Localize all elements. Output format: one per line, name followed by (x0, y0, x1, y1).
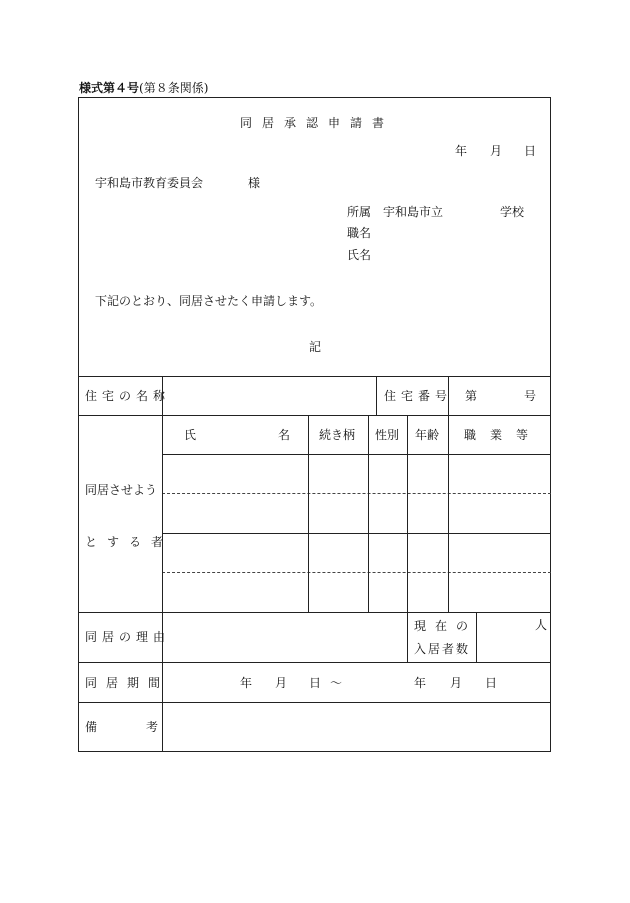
name-label: 氏名 (347, 248, 372, 262)
house-number-suffix: 号 (524, 389, 537, 403)
rule-cohabitant-bottom (78, 612, 551, 613)
rule-residents-start (407, 612, 408, 662)
rule-reason-bottom (78, 662, 551, 663)
rule-row-mid (162, 533, 551, 534)
period-start-day: 日 (309, 676, 322, 690)
date-month: 月 (490, 144, 503, 158)
residents-label-2: 入居者数 (414, 642, 471, 656)
residents-unit: 人 (535, 618, 548, 632)
rule-col-occupation (448, 415, 449, 612)
rule-header-bottom (78, 376, 551, 377)
rule-label-column (162, 376, 163, 752)
col-age: 年齢 (415, 428, 440, 442)
form-number-rest: (第８条関係) (139, 81, 209, 95)
house-number-label: 住宅番号 (384, 389, 453, 403)
form-number-bold: 様式第４号 (79, 81, 140, 95)
remarks-label-2: 考 (146, 720, 159, 734)
form-number (79, 82, 208, 94)
period-end-day: 日 (485, 676, 498, 690)
rule-col-sex (368, 415, 369, 612)
position-label: 職名 (347, 226, 372, 240)
col-relation: 続き柄 (319, 428, 356, 442)
col-name-1: 氏 (184, 428, 197, 442)
affiliation-label: 所属 (347, 205, 372, 219)
statement: 下記のとおり、同居させたく申請します。 (95, 294, 323, 308)
reason-label: 同居の理由 (85, 630, 171, 644)
period-end-year: 年 (414, 676, 427, 690)
rule-column-header-bottom (162, 454, 551, 455)
period-end-month: 月 (450, 676, 463, 690)
rule-col-relation (308, 415, 309, 612)
cohabitant-label-1: 同居させよう (85, 483, 158, 497)
col-name-2: 名 (278, 428, 291, 442)
rule-period-bottom (78, 702, 551, 703)
col-sex: 性別 (375, 428, 400, 442)
house-name-label: 住宅の名称 (85, 389, 171, 403)
ki-mark: 記 (309, 340, 322, 354)
addressee-name: 宇和島市教育委員会 (95, 176, 204, 190)
remarks-label-1: 備 (85, 720, 98, 734)
period-start-month: 月 (275, 676, 288, 690)
residents-label-1: 現在の (414, 619, 478, 633)
col-occupation: 職業等 (464, 428, 543, 442)
period-label: 同居期間 (85, 676, 170, 690)
form-title: 同居承認申請書 (240, 116, 395, 130)
house-number-prefix: 第 (465, 389, 478, 403)
affiliation-prefix: 宇和島市立 (383, 205, 444, 219)
period-tilde: ～ (330, 676, 343, 690)
rule-house-bottom (78, 415, 551, 416)
affiliation-suffix: 学校 (500, 205, 525, 219)
addressee-honorific: 様 (248, 176, 261, 190)
dashed-row-2 (162, 572, 551, 573)
date-year: 年 (455, 144, 468, 158)
rule-house-name-end (376, 376, 377, 415)
cohabitant-label-2: とする者 (85, 535, 174, 549)
date-day: 日 (524, 144, 537, 158)
rule-col-age (407, 415, 408, 612)
period-start-year: 年 (240, 676, 253, 690)
form-frame (78, 97, 551, 752)
dashed-row-1 (162, 493, 551, 494)
